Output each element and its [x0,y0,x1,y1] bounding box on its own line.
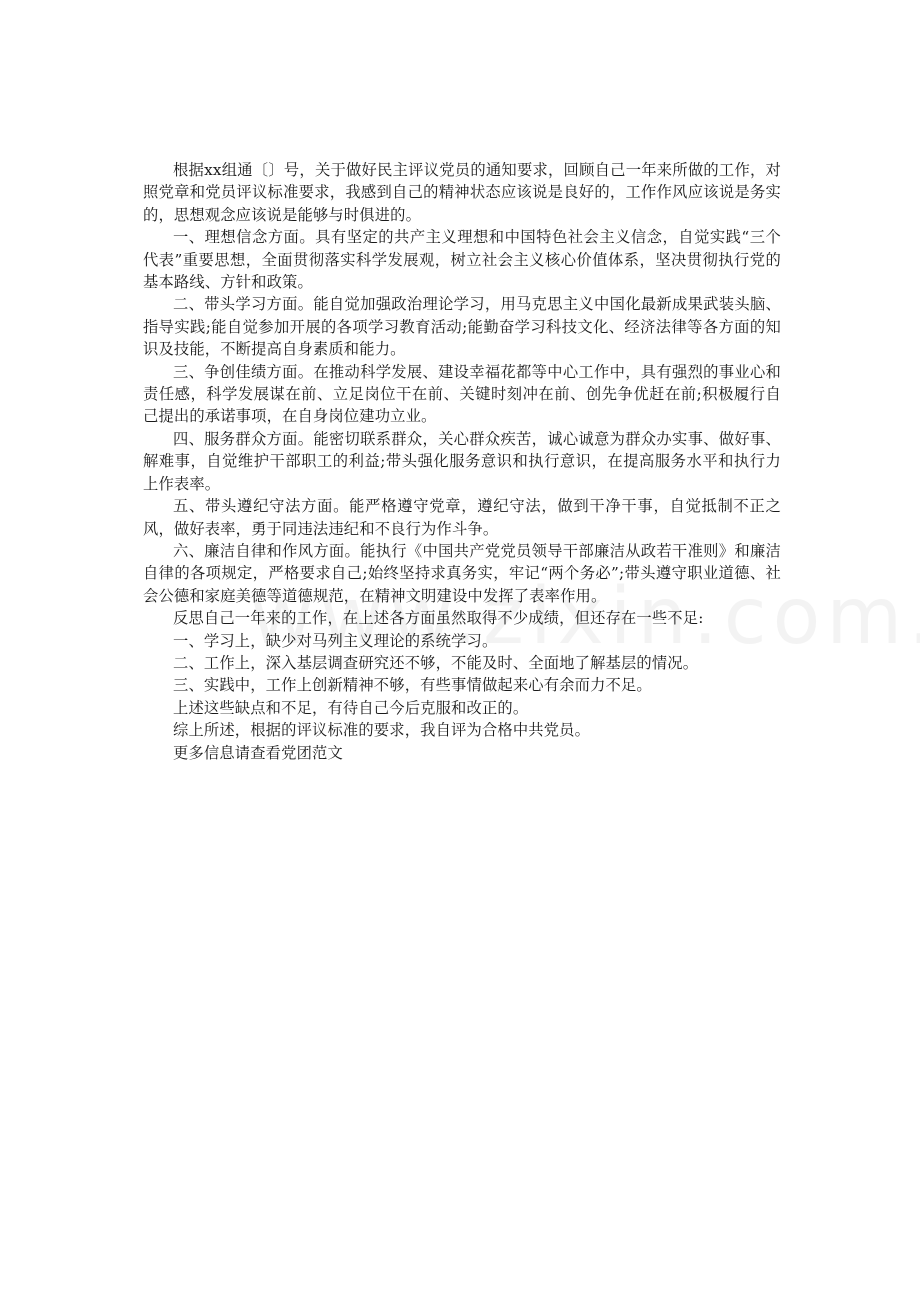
paragraph-discipline-and-law: 五、带头遵纪守法方面。能严格遵守党章，遵纪守法，做到干净干事，自觉抵制不正之风，做好表率，勇于同违法违纪和不良行为作斗争。 [143,497,781,538]
paragraph-more-info: 更多信息请查看党团范文 [173,743,343,762]
paragraph-integrity-and-conduct: 六、廉洁自律和作风方面。能执行《中国共产党党员领导干部廉洁从政若干准则》和廉洁自律的各项规定，严格要求自己;始终坚持求真务实，牢记“两个务必”;带头遵守职业道德、社会公德和家庭美德等道德规范，在精神文明建设中发挥了表率作用。 [143,541,781,605]
paragraph-reflection: 反思自己一年来的工作，在上述各方面虽然取得不少成绩，但还存在一些不足: [173,609,704,628]
paragraph-serving-the-masses: 四、服务群众方面。能密切联系群众，关心群众疾苦，诚心诚意为群众办实事、做好事、解难事，自觉维护干部职工的利益;带头强化服务意识和执行意识，在提高服务水平和执行力上作表率。 [143,429,781,493]
paragraph-ideals-and-beliefs: 一、理想信念方面。具有坚定的共产主义理想和中国特色社会主义信念，自觉实践“三个代表”重要思想，全面贯彻落实科学发展观，树立社会主义核心价值体系，坚决贯彻执行党的基本路线、方针和政策。 [143,228,781,292]
paragraph-study: 二、带头学习方面。能自觉加强政治理论学习，用马克思主义中国化最新成果武装头脑、指导实践;能自觉参加开展的各项学习教育活动;能勤奋学习科技文化、经济法律等各方面的知识及技能，不断提高自身素质和能力。 [143,295,781,359]
paragraph-intro: 根据xx组通〔〕号，关于做好民主评议党员的通知要求，回顾自己一年来所做的工作，对照党章和党员评议标准要求，我感到自己的精神状态应该说是良好的，工作作风应该说是务实的，思想观念应该说是能够与时俱进的。 [143,161,781,224]
paragraph-conclusion: 综上所述，根据的评议标准的要求，我自评为合格中共党员。 [173,721,591,740]
paragraph-shortcoming-study: 一、学习上，缺少对马列主义理论的系统学习。 [173,631,498,650]
document-body [143,159,781,764]
paragraph-shortcoming-work: 二、工作上，深入基层调查研究还不够，不能及时、全面地了解基层的情况。 [173,653,699,672]
paragraph-improvement: 上述这些缺点和不足，有待自己今后克服和改正的。 [173,698,529,717]
paragraph-shortcoming-practice: 三、实践中，工作上创新精神不够，有些事情做起来心有余而力不足。 [173,676,652,695]
paragraph-performance: 三、争创佳绩方面。在推动科学发展、建设幸福花都等中心工作中，具有强烈的事业心和责任感，科学发展谋在前、立足岗位干在前、关键时刻冲在前、创先争优赶在前;积极履行自己提出的承诺事项，在自身岗位建功立业。 [143,362,781,426]
